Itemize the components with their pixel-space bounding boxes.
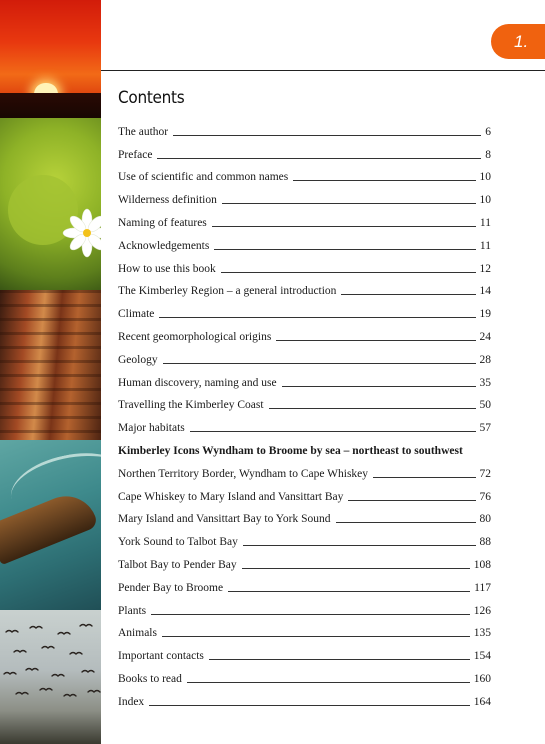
toc-entry-title: Major habitats — [118, 422, 185, 435]
toc-entry — [118, 663, 491, 686]
toc-leader-line — [293, 180, 475, 181]
toc-entry-title: Naming of features — [118, 216, 207, 229]
toc-page-number: 154 — [473, 650, 491, 663]
toc-entry-title: Wilderness definition — [118, 194, 217, 207]
toc-leader-line — [243, 545, 476, 546]
toc-page-number: 88 — [479, 536, 491, 549]
toc-leader-line — [190, 431, 476, 432]
toc-leader-line — [373, 477, 475, 478]
toc-page-number: 14 — [479, 285, 491, 298]
toc-page-number: 19 — [479, 308, 491, 321]
toc-entry-title: Books to read — [118, 672, 182, 685]
toc-page-number: 126 — [473, 604, 491, 617]
toc-entry — [118, 367, 491, 390]
chapter-number-badge — [491, 24, 545, 59]
toc-entry — [118, 595, 491, 618]
toc-entry-title: How to use this book — [118, 262, 216, 275]
toc-page-number: 57 — [479, 422, 491, 435]
toc-entry — [118, 412, 491, 435]
toc-entry — [118, 640, 491, 663]
toc-leader-line — [222, 203, 476, 204]
toc-entry — [118, 116, 491, 139]
toc-page-number: 12 — [479, 262, 491, 275]
toc-entry — [118, 276, 491, 299]
toc-page-number: 117 — [474, 581, 491, 594]
toc-leader-line — [348, 500, 475, 501]
toc-leader-line — [341, 294, 475, 295]
toc-entry-title: The author — [118, 125, 169, 138]
toc-entry-title: Human discovery, naming and use — [118, 376, 277, 389]
toc-leader-line — [157, 158, 481, 159]
toc-leader-line — [212, 226, 476, 227]
toc-entry-title: Acknowledgements — [118, 239, 210, 252]
toc-entry — [118, 207, 491, 230]
toc-page-number: 50 — [479, 399, 491, 412]
toc-page-number: 160 — [473, 672, 491, 685]
toc-entry — [118, 572, 491, 595]
flock-of-birds-icon — [0, 620, 101, 730]
toc-entry — [118, 526, 491, 549]
toc-leader-line — [163, 363, 476, 364]
toc-leader-line — [149, 705, 470, 706]
toc-leader-line — [209, 659, 470, 660]
toc-entry — [118, 344, 491, 367]
toc-entry-title: Mary Island and Vansittart Bay to York Sound — [118, 513, 331, 526]
toc-page-number: 11 — [479, 216, 491, 229]
toc-entry — [118, 298, 491, 321]
toc-entry — [118, 139, 491, 162]
toc-page-number: 35 — [479, 376, 491, 389]
toc-entry — [118, 390, 491, 413]
toc-entry — [118, 481, 491, 504]
toc-page-number: 24 — [479, 330, 491, 343]
toc-page-number: 80 — [479, 513, 491, 526]
toc-entry — [118, 321, 491, 344]
chapter-number: 1. — [514, 31, 529, 51]
table-of-contents — [118, 116, 491, 709]
toc-leader-line — [187, 682, 470, 683]
toc-leader-line — [221, 272, 476, 273]
toc-page-number: 6 — [485, 125, 491, 138]
side-photo-collage — [0, 0, 101, 744]
toc-entry-title: Northen Territory Border, Wyndham to Cape Whiskey — [118, 467, 369, 480]
toc-leader-line — [276, 340, 475, 341]
toc-entry-title: Use of scientific and common names — [118, 171, 289, 184]
toc-entry — [118, 162, 491, 185]
toc-leader-line — [173, 135, 481, 136]
toc-entry-title: Recent geomorphological origins — [118, 330, 272, 343]
toc-entry-title: Travelling the Kimberley Coast — [118, 399, 264, 412]
toc-entry — [118, 549, 491, 572]
toc-leader-line — [336, 522, 476, 523]
toc-entry-title: Animals — [118, 627, 157, 640]
toc-entry-title: Pender Bay to Broome — [118, 581, 224, 594]
toc-entry — [118, 184, 491, 207]
toc-page-number: 135 — [473, 627, 491, 640]
page-title: Contents — [118, 88, 185, 108]
toc-page-number: 8 — [485, 148, 491, 161]
toc-page-number: 164 — [473, 695, 491, 708]
toc-leader-line — [159, 317, 475, 318]
cliff-strata — [0, 290, 101, 440]
toc-page-number: 28 — [479, 353, 491, 366]
toc-page-number: 108 — [473, 558, 491, 571]
toc-entry — [118, 618, 491, 641]
toc-entry — [118, 230, 491, 253]
toc-leader-line — [151, 614, 470, 615]
toc-entry-title: Preface — [118, 148, 153, 161]
toc-leader-line — [242, 568, 470, 569]
toc-entry-title: Cape Whiskey to Mary Island and Vansittart Bay — [118, 490, 344, 503]
toc-entry-title: Talbot Bay to Pender Bay — [118, 558, 237, 571]
header-rule — [101, 70, 545, 71]
toc-page-number: 10 — [479, 194, 491, 207]
toc-section-heading: Kimberley Icons Wyndham to Broome by sea – northeast to southwest — [118, 444, 463, 457]
toc-page-number: 76 — [479, 490, 491, 503]
toc-leader-line — [162, 636, 470, 637]
toc-page-number: 72 — [479, 467, 491, 480]
toc-leader-line — [282, 386, 476, 387]
toc-entry-title: Important contacts — [118, 650, 204, 663]
toc-entry-title: Climate — [118, 308, 155, 321]
toc-page-number: 11 — [479, 239, 491, 252]
toc-entry-title: York Sound to Talbot Bay — [118, 536, 238, 549]
toc-leader-line — [214, 249, 476, 250]
toc-leader-line — [269, 408, 476, 409]
toc-entry-title: Plants — [118, 604, 147, 617]
water-lily-flower-icon — [62, 208, 101, 258]
toc-entry — [118, 253, 491, 276]
toc-entry-title: Index — [118, 695, 145, 708]
toc-entry — [118, 458, 491, 481]
toc-leader-line — [228, 591, 470, 592]
toc-entry-title: Geology — [118, 353, 158, 366]
toc-entry-title: The Kimberley Region – a general introduction — [118, 285, 337, 298]
toc-entry — [118, 504, 491, 527]
toc-entry — [118, 686, 491, 709]
toc-page-number: 10 — [479, 171, 491, 184]
